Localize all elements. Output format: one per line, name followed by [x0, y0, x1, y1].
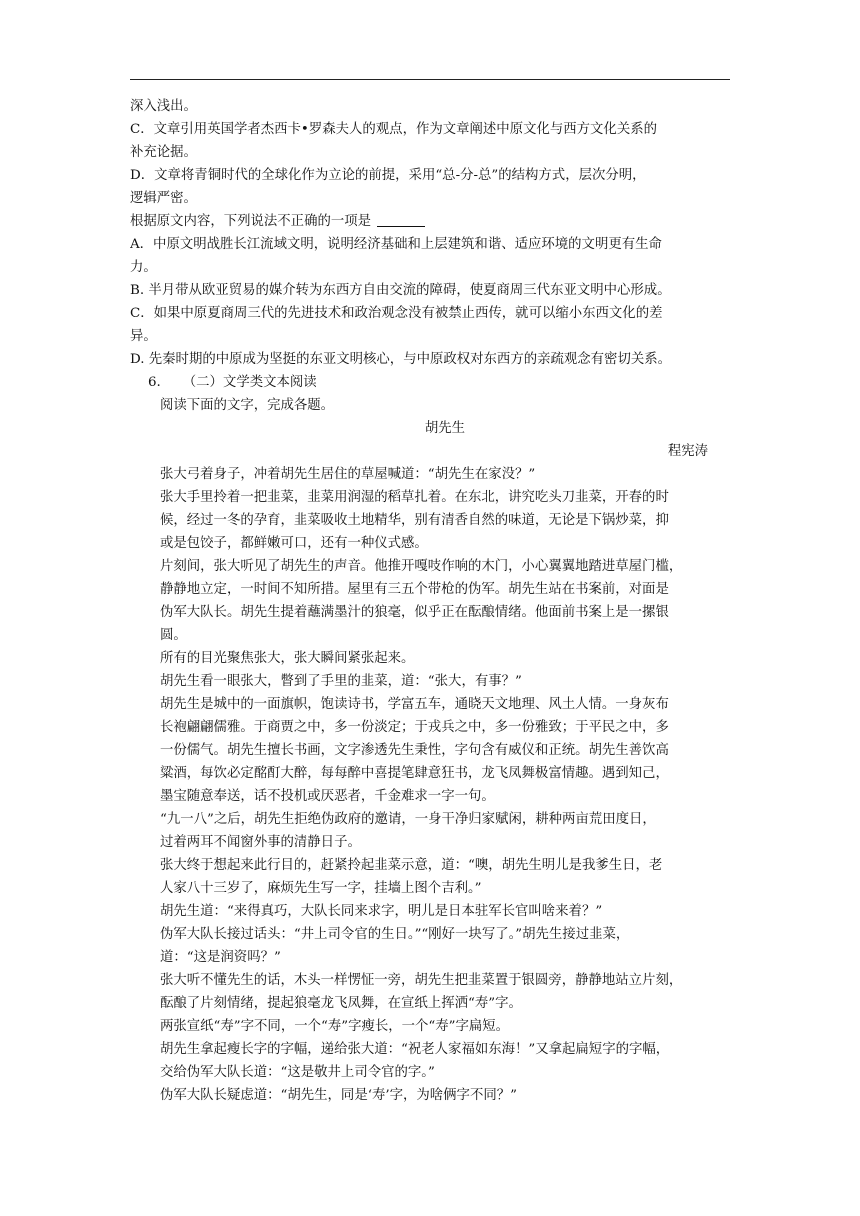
story-title: 胡先生: [424, 421, 466, 436]
question-stem: [130, 210, 730, 233]
story-paragraph-line: 伪军大队长接过话头：“井上司令官的生日。”“刚好一块写了。”胡先生接过韭菜，: [160, 927, 630, 942]
story-paragraph-line: 胡先生是城中的一面旗帜，饱读诗书，学富五车，通晓天文地理、风土人情。一身灰布: [160, 697, 669, 712]
page-content: [130, 95, 730, 1107]
question-stem-text: 根据原文内容，下列说法不正确的一项是: [130, 214, 372, 229]
story-paragraph-line: 张大听不懂先生的话，木头一样愣怔一旁，胡先生把韭菜置于银圆旁，静静地站立片刻，: [160, 973, 683, 988]
story-paragraph-line: 一份儒气。胡先生擅长书画，文字渗透先生秉性，字句含有威仪和正统。胡先生善饮高: [160, 743, 669, 758]
story-paragraph-line: 圆。: [160, 628, 187, 643]
story-paragraph-line: 胡先生道：“来得真巧，大队长同来求字，明儿是日本驻军长官叫啥来着？”: [160, 904, 603, 919]
section-title: （二）文学类文本阅读: [182, 375, 317, 390]
continuation-line: 逻辑严密。: [130, 191, 197, 206]
story-paragraph-line: 交给伪军大队长道：“这是敬井上司令官的字。”: [160, 1065, 435, 1080]
option-a-cont: 力。: [130, 260, 157, 275]
story-paragraph-line: “九一八”之后，胡先生拒绝伪政府的邀请，一身干净归家赋闲，耕种两亩荒田度日，: [160, 812, 656, 827]
answer-blank[interactable]: [377, 212, 425, 227]
option-a: A．中原文明战胜长江流域文明，说明经济基础和上层建筑和谐、适应环境的文明更有生命: [130, 237, 662, 252]
continuation-line: 补充论据。: [130, 145, 197, 160]
story-paragraph-line: 伪军大队长。胡先生提着蘸满墨汁的狼毫，似乎正在酝酿情绪。他面前书案上是一摞银: [160, 605, 669, 620]
story-paragraph-line: 两张宣纸“寿”字不同，一个“寿”字瘦长，一个“寿”字扁短。: [160, 1019, 510, 1034]
story-author: 程宪涛: [667, 444, 708, 459]
continuation-line: D．文章将青铜时代的全球化作为立论的前提，采用“总-分-总”的结构方式，层次分明，: [130, 168, 646, 183]
story-paragraph-line: 张大手里拎着一把韭菜，韭菜用润湿的稻草扎着。在东北，讲究吃头刀韭菜，开春的时: [160, 490, 669, 505]
option-d: D. 先秦时期的中原成为坚挺的东亚文明核心，与中原政权对东西方的亲疏观念有密切关系。: [130, 352, 672, 367]
header-rule: [130, 79, 730, 80]
option-c: C．如果中原夏商周三代的先进技术和政治观念没有被禁止西传，就可以缩小东西文化的差: [130, 306, 663, 321]
continuation-line: 深入浅出。: [130, 99, 197, 114]
section-heading: [130, 371, 730, 394]
continuation-line: C．文章引用英国学者杰西卡•罗森夫人的观点，作为文章阐述中原文化与西方文化关系的: [130, 122, 657, 137]
story-paragraph-line: 片刻间，张大听见了胡先生的声音。他推开嘎吱作响的木门，小心翼翼地踏进草屋门槛，: [160, 559, 683, 574]
story-paragraph-line: 胡先生看一眼张大，瞥到了手里的韭菜，道：“张大，有事？”: [160, 674, 522, 689]
story-paragraph-line: 张大弓着身子，冲着胡先生居住的草屋喊道：“胡先生在家没？”: [160, 467, 536, 482]
story-paragraph-line: 胡先生拿起瘦长字的字幅，递给张大道：“祝老人家福如东海！”又拿起扁短字的字幅，: [160, 1042, 670, 1057]
section-number: 6.: [148, 375, 161, 390]
story-paragraph-line: 静静地立定，一时间不知所措。屋里有三五个带枪的伪军。胡先生站在书案前，对面是: [160, 582, 669, 597]
story-paragraph-line: 伪军大队长疑虑道：“胡先生，同是‘寿’字，为啥俩字不同？”: [160, 1088, 517, 1103]
story-paragraph-line: 道：“这是润资吗？”: [160, 950, 281, 965]
option-b: B. 半月带从欧亚贸易的媒介转为东西方自由交流的障碍，使夏商周三代东亚文明中心形成。: [130, 283, 671, 298]
story-paragraph-line: 酝酿了片刻情绪，提起狼毫龙飞凤舞，在宣纸上挥洒“寿”字。: [160, 996, 522, 1011]
story-paragraph-line: 长袍翩翩儒雅。于商贾之中，多一份淡定；于戎兵之中，多一份雅致；于平民之中，多: [160, 720, 669, 735]
story-paragraph-line: 墨宝随意奉送，话不投机或厌恶者，千金难求一字一句。: [160, 789, 495, 804]
story-paragraph-line: 过着两耳不闻窗外事的清静日子。: [160, 835, 361, 850]
option-c-cont: 异。: [130, 329, 157, 344]
story-body: [130, 463, 730, 1107]
section-instruction: 阅读下面的文字，完成各题。: [160, 398, 335, 413]
story-paragraph-line: 人家八十三岁了，麻烦先生写一字，挂墙上图个吉利。”: [160, 881, 482, 896]
story-paragraph-line: 所有的目光聚焦张大，张大瞬间紧张起来。: [160, 651, 415, 666]
story-paragraph-line: 粱酒，每饮必定酩酊大醉，每每醉中喜提笔肆意狂书，龙飞凤舞极富情趣。遇到知己，: [160, 766, 669, 781]
story-paragraph-line: 候，经过一冬的孕育，韭菜吸收土地精华，别有清香自然的味道，无论是下锅炒菜，抑: [160, 513, 669, 528]
story-paragraph-line: 张大终于想起来此行目的，赶紧拎起韭菜示意，道：“噢，胡先生明儿是我爹生日，老: [160, 858, 663, 873]
story-paragraph-line: 或是包饺子，都鲜嫩可口，还有一种仪式感。: [160, 536, 428, 551]
